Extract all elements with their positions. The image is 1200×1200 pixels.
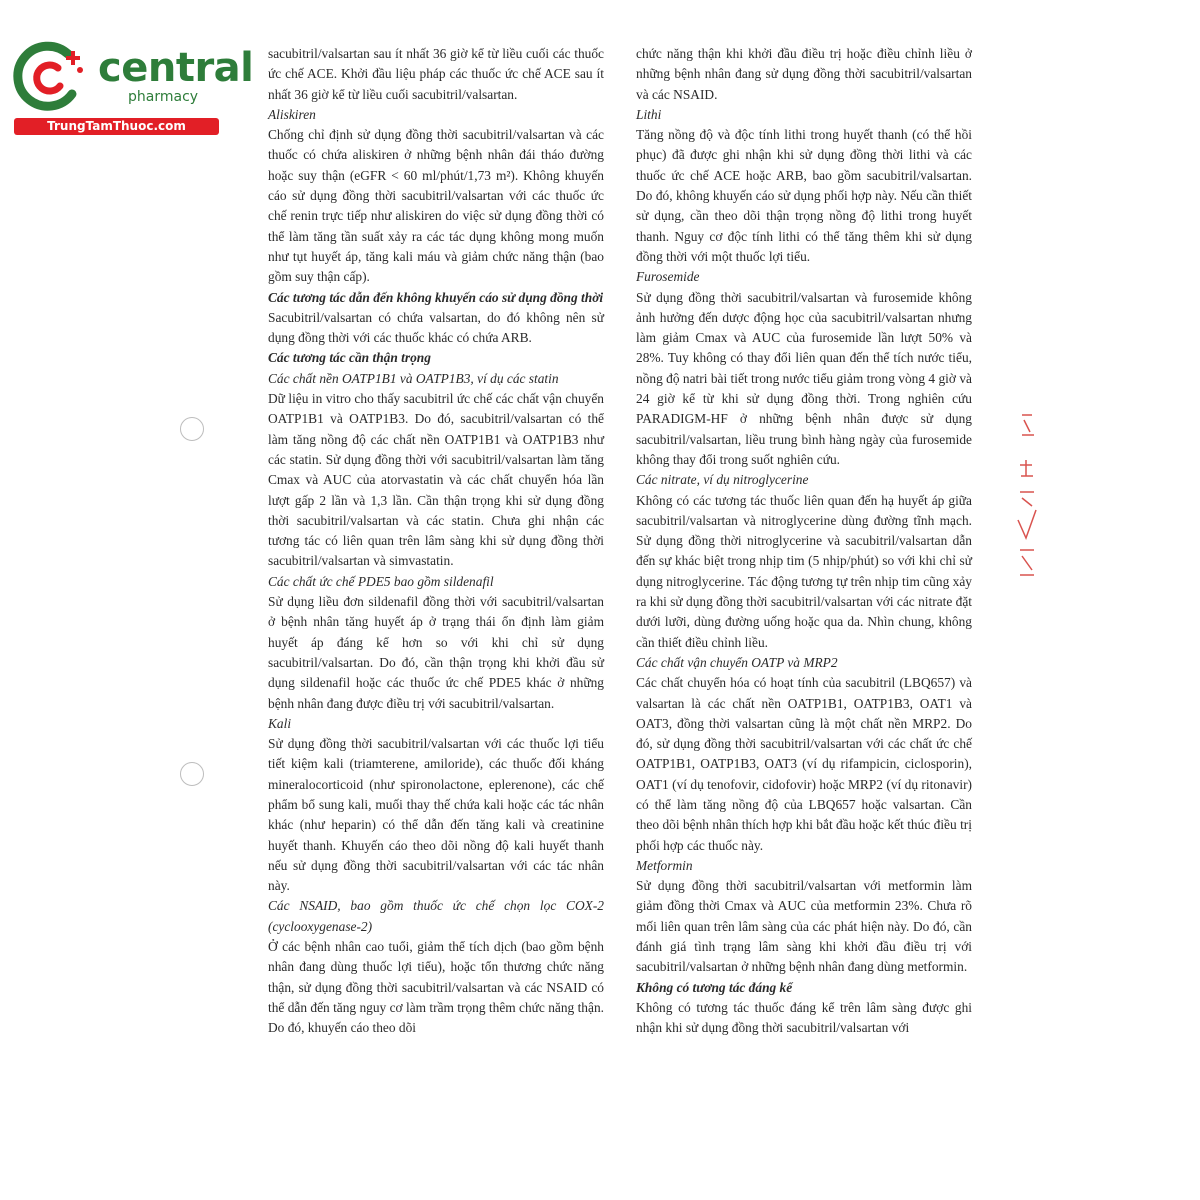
section-heading: Các chất vận chuyển OATP và MRP2 xyxy=(636,654,838,670)
section-heading: Không có tương tác đáng kể xyxy=(636,979,793,995)
section-heading: Lithi xyxy=(636,106,662,122)
paragraph: Chống chỉ định sử dụng đồng thời sacubitril/valsartan và các thuốc có chứa aliskiren ở những bệnh nhân đái tháo đường hoặc suy thận (eGFR < 60 ml/phút/1,73 m²). Không khuyến cáo sử dụng đồng thời sacubitril/valsartan với các thuốc ức chế renin trực tiếp như aliskiren do việc sử dụng đồng thời có thể làm tăng tần suất xảy ra các tác dụng không mong muốn như tụt huyết áp, tăng kali máu và giảm chức năng thận (bao gồm suy thận cấp). xyxy=(268,127,604,285)
paragraph: Sử dụng đồng thời sacubitril/valsartan với các thuốc lợi tiểu tiết kiệm kali (triamterene, amiloride), các thuốc đối kháng mineralocorticoid (như spironolactone, eplerenone), các chế phẩm bổ sung kali, muối thay thế chứa kali hoặc các tác nhân khác (như heparin) có thể dẫn đến tăng kali và creatinine huyết thanh. Khuyến cáo theo dõi nồng độ kali huyết thanh nếu sử dụng đồng thời sacubitril/valsartan với các tác nhân này. xyxy=(268,736,604,894)
paragraph: sacubitril/valsartan sau ít nhất 36 giờ kể từ liều cuối các thuốc ức chế ACE. Khởi đầu liệu pháp các thuốc ức chế ACE sau ít nhất 36 giờ kể từ liều cuối sacubitril/valsartan. xyxy=(268,46,604,102)
paragraph: Không có tương tác thuốc đáng kể trên lâm sàng được ghi nhận khi sử dụng đồng thời sacubitril/valsartan với xyxy=(636,999,972,1036)
paragraph: Sử dụng đồng thời sacubitril/valsartan và furosemide không ảnh hưởng đến dược động học của sacubitril/valsartan nhưng làm giảm Cmax và AUC của furosemide lần lượt 50% và 28%. Tuy không có thay đổi liên quan đến thể tích nước tiểu, nồng độ natri bài tiết trong nước tiểu giảm trong vòng 4 giờ và 24 giờ kể từ khi sử dụng đồng thời. Trong nghiên cứu PARADIGM-HF ở những bệnh nhân được sử dụng sacubitril/valsartan, liều trung bình hàng ngày của furosemide không thay đổi trong suốt nghiên cứu. xyxy=(636,289,972,467)
brand-logo xyxy=(10,38,254,138)
red-stamp-marks-icon xyxy=(1012,410,1042,580)
section-heading: Các nitrate, ví dụ nitroglycerine xyxy=(636,472,809,488)
paragraph: Ở các bệnh nhân cao tuổi, giảm thể tích dịch (bao gồm bệnh nhân đang dùng thuốc lợi tiểu), hoặc tổn thương chức năng thận, sử dụng đồng thời sacubitril/valsartan và các NSAID có thể dẫn đến tăng nguy cơ làm trầm trọng thêm chức năng thận. Do đó, khuyến cáo theo dõi xyxy=(268,939,604,1036)
section-heading: Các NSAID, bao gồm thuốc ức chế chọn lọc COX-2 (cyclooxygenase-2) xyxy=(268,898,604,934)
paragraph: Không có các tương tác thuốc liên quan đến hạ huyết áp giữa sacubitril/valsartan và nitroglycerine dùng đường tĩnh mạch. Sử dụng đồng thời nitroglycerine và sacubitril/valsartan dẫn đến sự khác biệt trong nhịp tim (5 nhịp/phút) so với khi chỉ sử dụng nitroglycerine. Tác động tương tự trên nhịp tim cũng xảy ra khi sử dụng đồng thời sacubitril/valsartan với các nitrate đặt dưới lưỡi, dùng đường uống hoặc qua da. Nhìn chung, không cần thiết điều chỉnh liều. xyxy=(636,492,973,650)
left-column xyxy=(268,44,604,1039)
paragraph: chức năng thận khi khởi đầu điều trị hoặc điều chỉnh liều ở những bệnh nhân đang sử dụng đồng thời sacubitril/valsartan và các NSAID. xyxy=(636,46,972,102)
section-heading: Aliskiren xyxy=(268,106,316,122)
punch-hole-bottom xyxy=(180,762,204,786)
brand-subtitle: pharmacy xyxy=(128,89,199,105)
section-heading: Metformin xyxy=(636,857,693,873)
section-heading: Các tương tác cần thận trọng xyxy=(268,350,431,366)
paragraph: Tăng nồng độ và độc tính lithi trong huyết thanh (có thể hồi phục) đã được ghi nhận khi sử dụng đồng thời lithi và các thuốc ức chế ACE hoặc ARB, bao gồm sacubitril/valsartan. Do đó, không khuyến cáo sử dụng phối hợp này. Nếu cần thiết sử dụng, cần theo dõi thận trọng nồng độ lithi trong huyết thanh. Nguy cơ độc tính lithi có thể tăng thêm khi sử dụng đồng thời với một thuốc lợi tiểu. xyxy=(636,127,972,264)
section-heading: Các chất ức chế PDE5 bao gồm sildenafil xyxy=(268,573,494,589)
brand-name: central xyxy=(98,45,254,91)
pharmacy-logo-icon xyxy=(10,38,88,116)
brand-website: TrungTamThuoc.com xyxy=(14,118,219,135)
paragraph: Sử dụng đồng thời sacubitril/valsartan với metformin làm giảm đồng thời Cmax và AUC của metformin 23%. Chưa rõ mối liên quan trên lâm sàng của các phát hiện này. Do đó, cần đánh giá tình trạng lâm sàng khi khởi đầu điều trị với sacubitril/valsartan ở những bệnh nhân đang dùng metformin. xyxy=(636,878,972,975)
section-heading: Các tương tác dẫn đến không khuyến cáo sử dụng đồng thời xyxy=(268,289,604,305)
paragraph: Sacubitril/valsartan có chứa valsartan, do đó không nên sử dụng đồng thời với các thuốc khác có chứa ARB. xyxy=(268,309,604,346)
paragraph: Các chất chuyển hóa có hoạt tính của sacubitril (LBQ657) và valsartan là các chất nền OATP1B1, OATP1B3, OAT1 và OAT3, đồng thời valsartan cũng là một chất nền MRP2. Do đó, sử dụng đồng thời sacubitril/valsartan với các chất ức chế OATP1B1, OATP1B3, OAT3 (ví dụ rifampicin, ciclosporin), OAT1 (ví dụ tenofovir, cidofovir) hoặc MRP2 (ví dụ ritonavir) có thể làm tăng nồng độ của LBQ657 hoặc valsartan. Cần theo dõi bệnh nhân thích hợp khi bắt đầu hoặc kết thúc điều trị phối hợp các thuốc này. xyxy=(636,675,972,853)
right-column xyxy=(636,44,972,1039)
section-heading: Furosemide xyxy=(636,269,700,285)
punch-hole-top xyxy=(180,417,204,441)
section-heading: Các chất nền OATP1B1 và OATP1B3, ví dụ các statin xyxy=(268,370,559,386)
paragraph: Dữ liệu in vitro cho thấy sacubitril ức chế các chất vận chuyển OATP1B1 và OATP1B3. Do đó, sacubitril/valsartan có thể làm tăng nồng độ các chất nền OATP1B1 và OATP1B3 như các statin. Sử dụng đồng thời với sacubitril/valsartan làm tăng Cmax và AUC của atorvastatin và các chất chuyển hóa lần lượt gấp 2 lần và 1,3 lần. Cần thận trọng khi sử dụng đồng thời sacubitril/valsartan và các statin. Chưa ghi nhận các tương tác có liên quan trên lâm sàng khi sử dụng đồng thời sacubitril/valsartan và simvastatin. xyxy=(268,391,604,569)
paragraph: Sử dụng liều đơn sildenafil đồng thời với sacubitril/valsartan ở bệnh nhân tăng huyết áp ở trạng thái ổn định làm giảm huyết áp đáng kể hơn so với khi chỉ sử dụng sacubitril/valsartan. Do đó, cần thận trọng khi khởi đầu sử dụng sildenafil hoặc các thuốc ức chế PDE5 khác ở những bệnh nhân đang được điều trị với sacubitril/valsartan. xyxy=(268,594,604,711)
section-heading: Kali xyxy=(268,715,292,731)
